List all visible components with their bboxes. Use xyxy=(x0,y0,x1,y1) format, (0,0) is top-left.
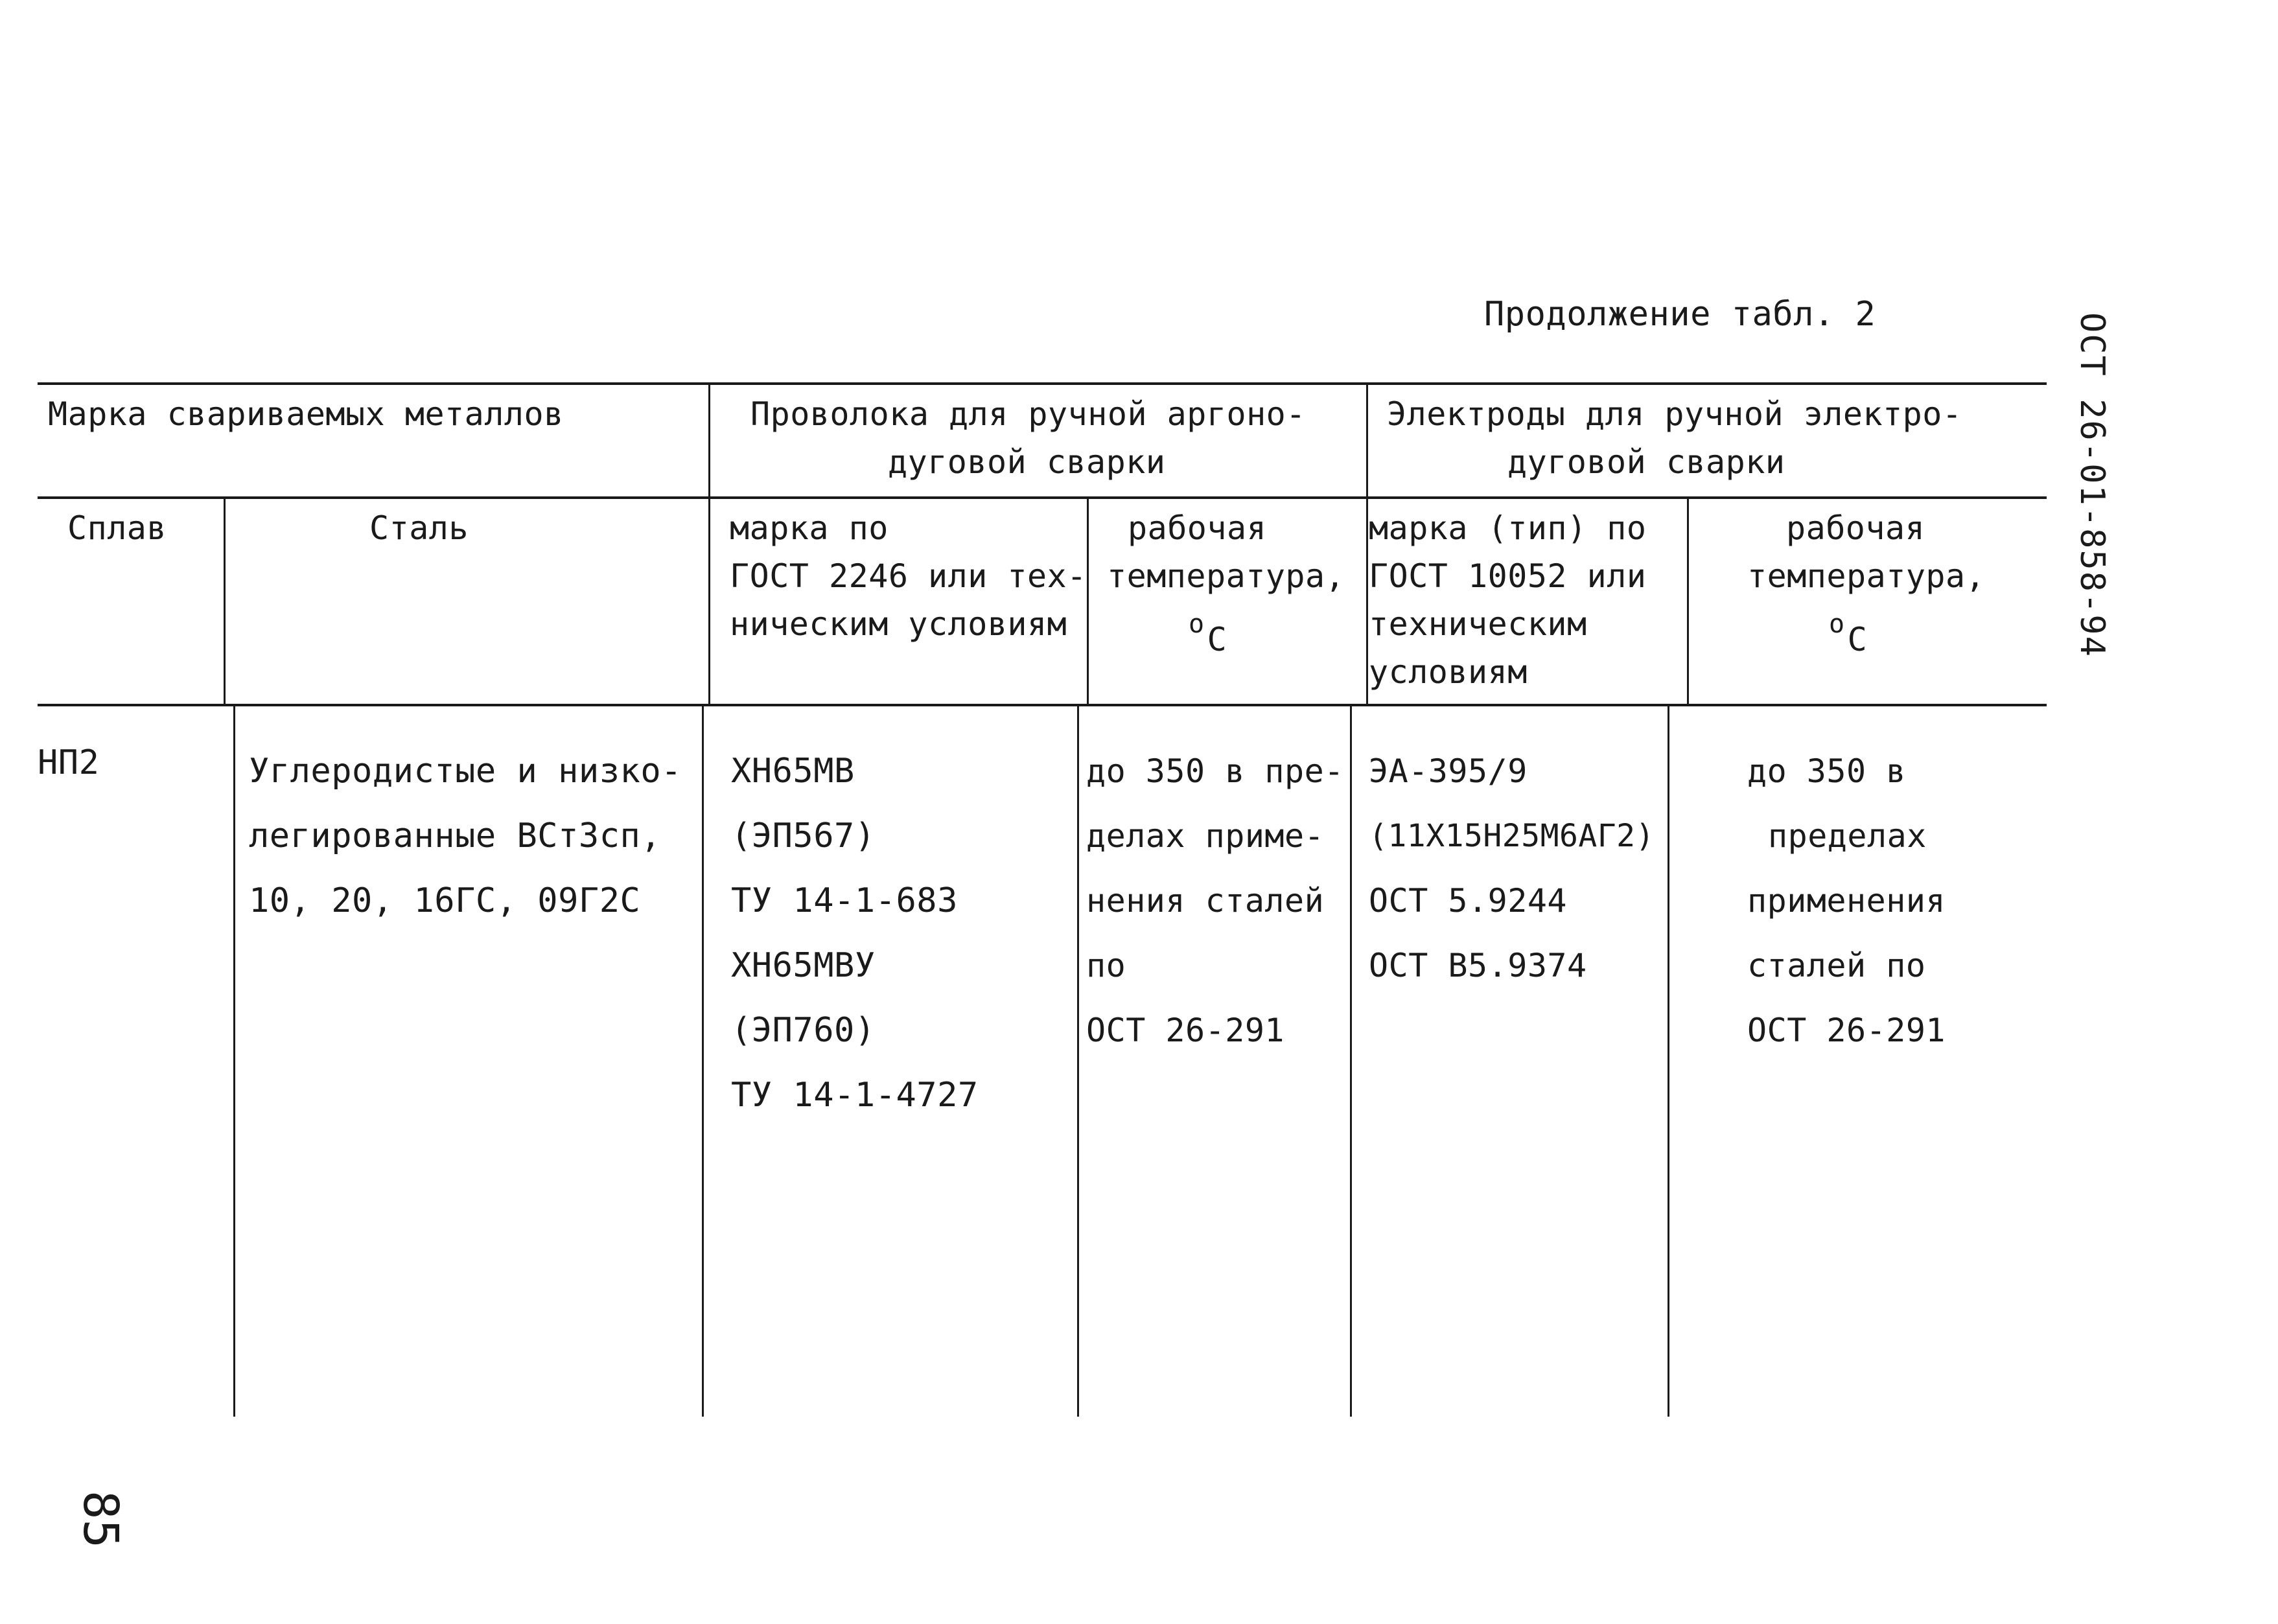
subheader-wire-grade-line: ГОСТ 2246 или тех- xyxy=(730,557,1087,595)
table-header-divider xyxy=(38,496,2047,499)
cell-electrode-temp-line: до 350 в xyxy=(1747,752,1906,790)
cell-electrode-grade-line: ОСТ 5.9244 xyxy=(1369,882,1568,920)
subheader-alloy: Сплав xyxy=(67,509,167,547)
subheader-electrode-grade-line: ГОСТ 10052 или xyxy=(1369,557,1647,595)
subheader-electrode-temp-line: рабочая xyxy=(1786,509,1925,547)
cell-wire-grade-line: (ЭП567) xyxy=(731,817,876,855)
cell-wire-temp-line: до 350 в пре- xyxy=(1086,752,1344,790)
cell-electrode-grade-line: ЭА-395/9 xyxy=(1369,752,1528,790)
col-divider-wire-temp xyxy=(1087,496,1089,704)
body-col-divider-2 xyxy=(702,704,704,1417)
cell-wire-temp-line: ОСТ 26-291 xyxy=(1086,1012,1285,1049)
cell-electrode-temp-line: применения xyxy=(1747,882,1946,920)
cell-wire-temp-line: по xyxy=(1086,947,1126,984)
col-divider-electrode-temp xyxy=(1687,496,1689,704)
subheader-electrode-grade-line: марка (тип) по xyxy=(1369,509,1647,547)
degree-symbol: о xyxy=(1189,609,1205,639)
cell-steel-line: легированные ВСт3сп, xyxy=(249,817,662,855)
table-top-border xyxy=(38,382,2047,385)
cell-wire-grade-line: ХН65МВУ xyxy=(731,946,876,985)
cell-electrode-grade-line: (11Х15Н25М6АГ2) xyxy=(1369,818,1655,854)
subheader-electrode-grade-line: техническим xyxy=(1369,605,1587,643)
celsius-symbol: С xyxy=(1847,621,1868,658)
degree-symbol: о xyxy=(1829,609,1845,639)
subheader-electrode-temp-line: температура, xyxy=(1747,557,1986,595)
header-electrodes-line2: дуговой сварки xyxy=(1507,443,1785,481)
header-electrodes-line1: Электроды для ручной электро- xyxy=(1387,395,1962,433)
body-col-divider-1 xyxy=(233,704,235,1417)
cell-wire-temp-line: делах приме- xyxy=(1086,817,1325,855)
cell-alloy: НП2 xyxy=(38,743,100,782)
subheader-electrode-temp-unit xyxy=(1829,600,1867,657)
subheader-wire-grade-line: марка по xyxy=(730,509,889,547)
cell-electrode-temp-line: сталей по xyxy=(1747,947,1926,984)
document-code: ОСТ 26-01-858-94 xyxy=(2073,312,2111,658)
col-divider-group-1 xyxy=(708,382,710,704)
cell-electrode-temp-line: ОСТ 26-291 xyxy=(1747,1012,1946,1049)
subheader-steel: Сталь xyxy=(369,509,469,547)
subheader-wire-grade-line: ническим условиям xyxy=(730,605,1067,643)
continuation-label: Продолжение табл. 2 xyxy=(1484,295,1876,334)
cell-steel-line: 10, 20, 16ГС, 09Г2С xyxy=(249,881,641,920)
header-metals: Марка свариваемых металлов xyxy=(48,395,564,433)
subheader-wire-temp-line: температура, xyxy=(1107,557,1345,595)
header-wire-line1: Проволока для ручной аргоно- xyxy=(750,395,1306,433)
cell-wire-grade-line: ХН65МВ xyxy=(731,752,855,791)
cell-wire-temp-line: нения сталей xyxy=(1086,882,1325,920)
body-col-divider-4 xyxy=(1350,704,1352,1417)
col-divider-group-2 xyxy=(1366,382,1368,704)
cell-steel-line: Углеродистые и низко- xyxy=(249,752,682,791)
header-wire-line2: дуговой сварки xyxy=(888,443,1166,481)
subheader-wire-temp-unit xyxy=(1189,600,1227,657)
cell-wire-grade-line: (ЭП760) xyxy=(731,1011,876,1050)
cell-wire-grade-line: ТУ 14-1-683 xyxy=(731,881,958,920)
celsius-symbol: С xyxy=(1207,621,1227,658)
cell-electrode-temp-line: пределах xyxy=(1768,817,1927,855)
table-header-bottom-border xyxy=(38,704,2047,706)
subheader-electrode-grade-line: условиям xyxy=(1369,653,1528,691)
subheader-wire-temp-line: рабочая xyxy=(1128,509,1267,547)
page-number: 85 xyxy=(73,1491,128,1549)
cell-wire-grade-line: ТУ 14-1-4727 xyxy=(731,1076,979,1115)
body-col-divider-3 xyxy=(1077,704,1079,1417)
col-divider-alloy xyxy=(224,496,226,704)
body-col-divider-5 xyxy=(1668,704,1669,1417)
cell-electrode-grade-line: ОСТ В5.9374 xyxy=(1369,947,1587,984)
